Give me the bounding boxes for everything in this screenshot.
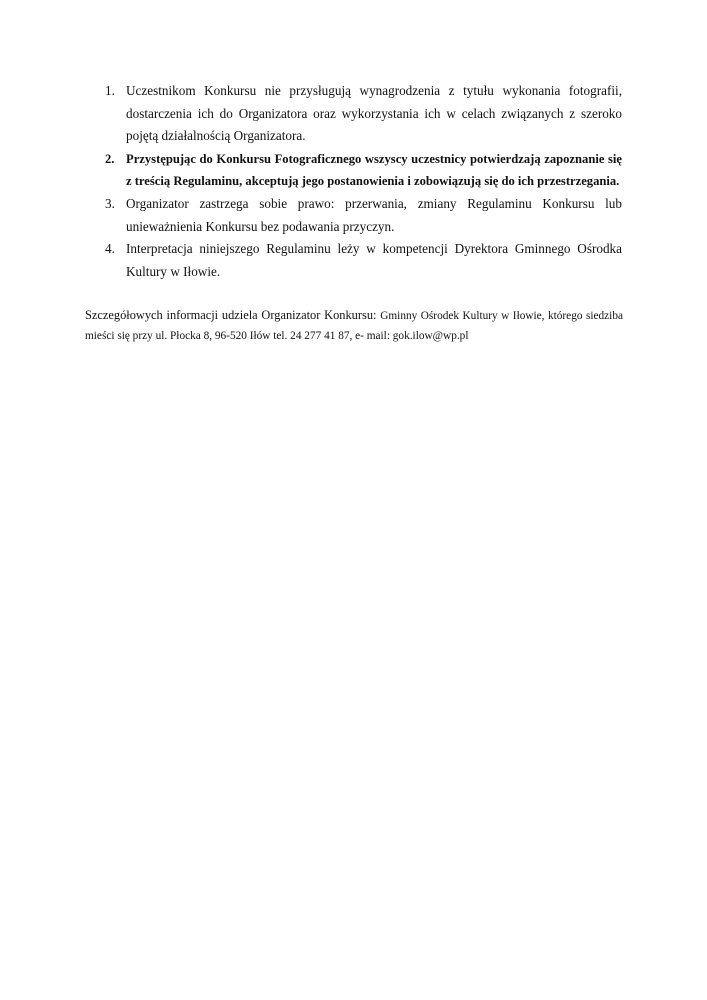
list-item-text: Przystępując do Konkursu Fotograficznego wszyscy uczestnicy potwierdzają zapoznanie się z treścią Regulaminu, akceptują jego postanowienia i zobowiązują się do ich przestrzegania.: [126, 151, 622, 189]
list-item: [0, 193, 707, 238]
contact-details: Gminny Ośrodek Kultury w Iłowie, którego siedziba mieści się przy ul. Płocka 8, 96-520 Iłów tel. 24 277 41 87, e- mail: gok.ilow@wp.pl: [85, 310, 623, 342]
list-item: [0, 80, 707, 148]
list-item-text: Uczestnikom Konkursu nie przysługują wynagrodzenia z tytułu wykonania fotografii, dostarczenia ich do Organizatora oraz wykorzystania ich w celach związanych z szeroko pojętą działalnością Organizatora.: [126, 83, 622, 144]
list-item-number: 1.: [105, 83, 115, 98]
list-item-number: 4.: [105, 241, 115, 257]
list-item-number: 2.: [105, 151, 115, 166]
list-item: [0, 148, 707, 193]
list-item: [0, 238, 707, 283]
list-item-number: 3.: [105, 195, 115, 211]
contact-paragraph: [85, 306, 623, 345]
list-item-text: Organizator zastrzega sobie prawo: przerwania, zmiany Regulaminu Konkursu lub unieważnienia Konkursu bez podawania przyczyn.: [126, 195, 622, 234]
list-item-text: Interpretacja niniejszego Regulaminu leży w kompetencji Dyrektora Gminnego Ośrodka Kultury w Iłowie.: [126, 241, 622, 279]
contact-lead: Szczegółowych informacji udziela Organizator Konkursu:: [85, 308, 377, 323]
regulations-list: [0, 80, 707, 283]
